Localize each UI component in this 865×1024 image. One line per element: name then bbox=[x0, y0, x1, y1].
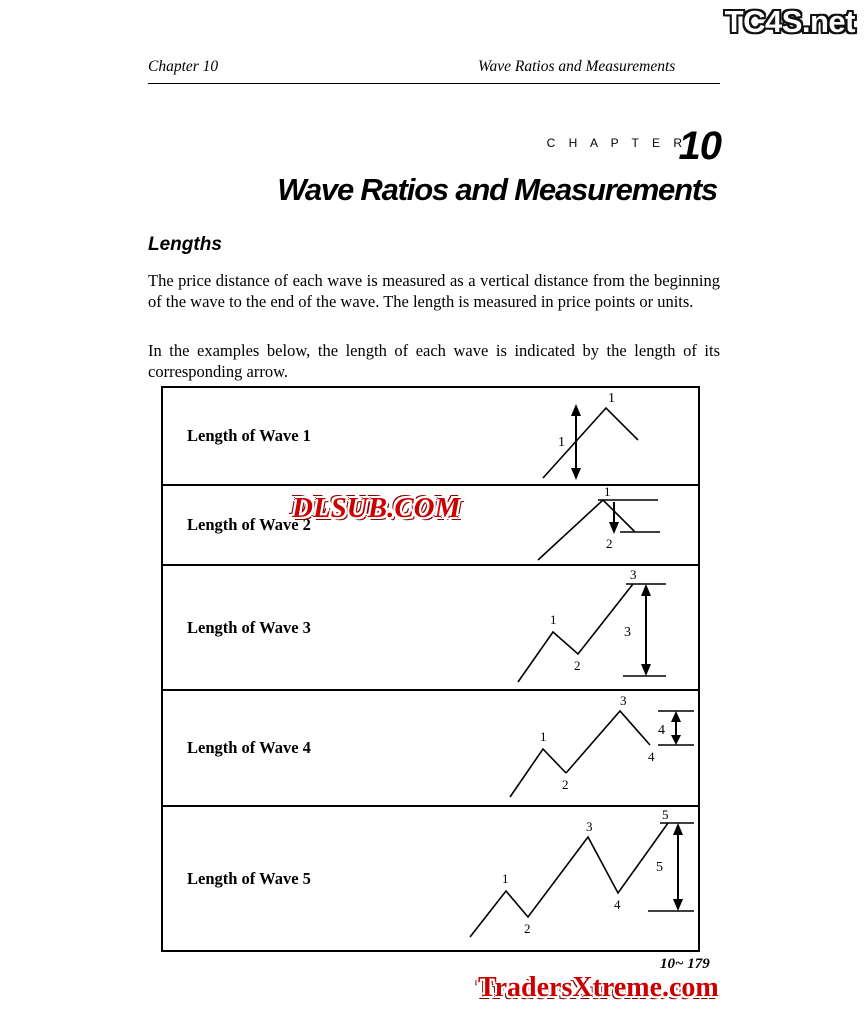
page-folio: 10~ 179 bbox=[660, 956, 710, 972]
arrow-label: 2 bbox=[606, 536, 613, 551]
running-head-right: Wave Ratios and Measurements bbox=[478, 58, 676, 75]
row-label: Length of Wave 3 bbox=[187, 617, 311, 637]
wave-point-label: 1 bbox=[502, 871, 509, 886]
wave-point-label: 2 bbox=[574, 658, 581, 673]
diagram-row bbox=[163, 807, 698, 950]
wave-point-label: 2 bbox=[562, 777, 569, 792]
row-label: Length of Wave 1 bbox=[187, 426, 311, 445]
running-head-rule bbox=[148, 83, 720, 84]
chapter-word: C H A P T E R bbox=[546, 136, 687, 150]
arrow-label: 5 bbox=[656, 860, 663, 875]
wave-point-label: 2 bbox=[524, 921, 531, 936]
wave-point-label: 1 bbox=[550, 612, 557, 627]
wave-point-label: 1 bbox=[540, 729, 547, 744]
wave-point-label: 3 bbox=[630, 567, 637, 582]
section-heading: Lengths bbox=[148, 234, 222, 255]
wave-point-label: 1 bbox=[608, 391, 615, 406]
row-label: Length of Wave 4 bbox=[187, 738, 311, 757]
wave-chart-1 bbox=[398, 388, 698, 486]
wave-chart-4 bbox=[358, 691, 698, 807]
diagram-row bbox=[163, 566, 698, 691]
watermark-bottom: TradersXtreme.com bbox=[478, 972, 719, 1003]
wave-point-label: 4 bbox=[614, 897, 621, 912]
wave-point-label: 1 bbox=[604, 486, 611, 499]
diagram-row bbox=[163, 388, 698, 486]
arrow-label: 3 bbox=[624, 625, 631, 640]
row-label: Length of Wave 5 bbox=[187, 868, 311, 888]
wave-point-label: 3 bbox=[586, 819, 593, 834]
wave-point-label: 5 bbox=[662, 807, 669, 822]
wave-chart-3 bbox=[378, 566, 698, 691]
watermark-top-right: TC4S.net bbox=[724, 4, 855, 39]
chapter-title: Wave Ratios and Measurements bbox=[277, 172, 717, 207]
body-paragraph-1: The price distance of each wave is measured as a vertical distance from the beginning of the wave to the end of the wave. The length is measured in price points or units. bbox=[148, 271, 720, 311]
wave-length-diagram bbox=[161, 386, 700, 952]
wave-point-label: 4 bbox=[648, 749, 655, 764]
row-label: Length of Wave 2 bbox=[187, 515, 311, 534]
arrow-label: 1 bbox=[558, 435, 565, 450]
chapter-number: 10 bbox=[678, 124, 721, 168]
wave-chart-5 bbox=[338, 807, 698, 950]
diagram-row bbox=[163, 691, 698, 807]
body-paragraph-2: In the examples below, the length of each wave is indicated by the length of its corresponding arrow. bbox=[148, 341, 720, 381]
running-head-left: Chapter 10 bbox=[148, 58, 219, 75]
watermark-center: DLSUB.COM bbox=[292, 492, 461, 524]
wave-point-label: 3 bbox=[620, 693, 627, 708]
arrow-label: 4 bbox=[658, 723, 665, 738]
